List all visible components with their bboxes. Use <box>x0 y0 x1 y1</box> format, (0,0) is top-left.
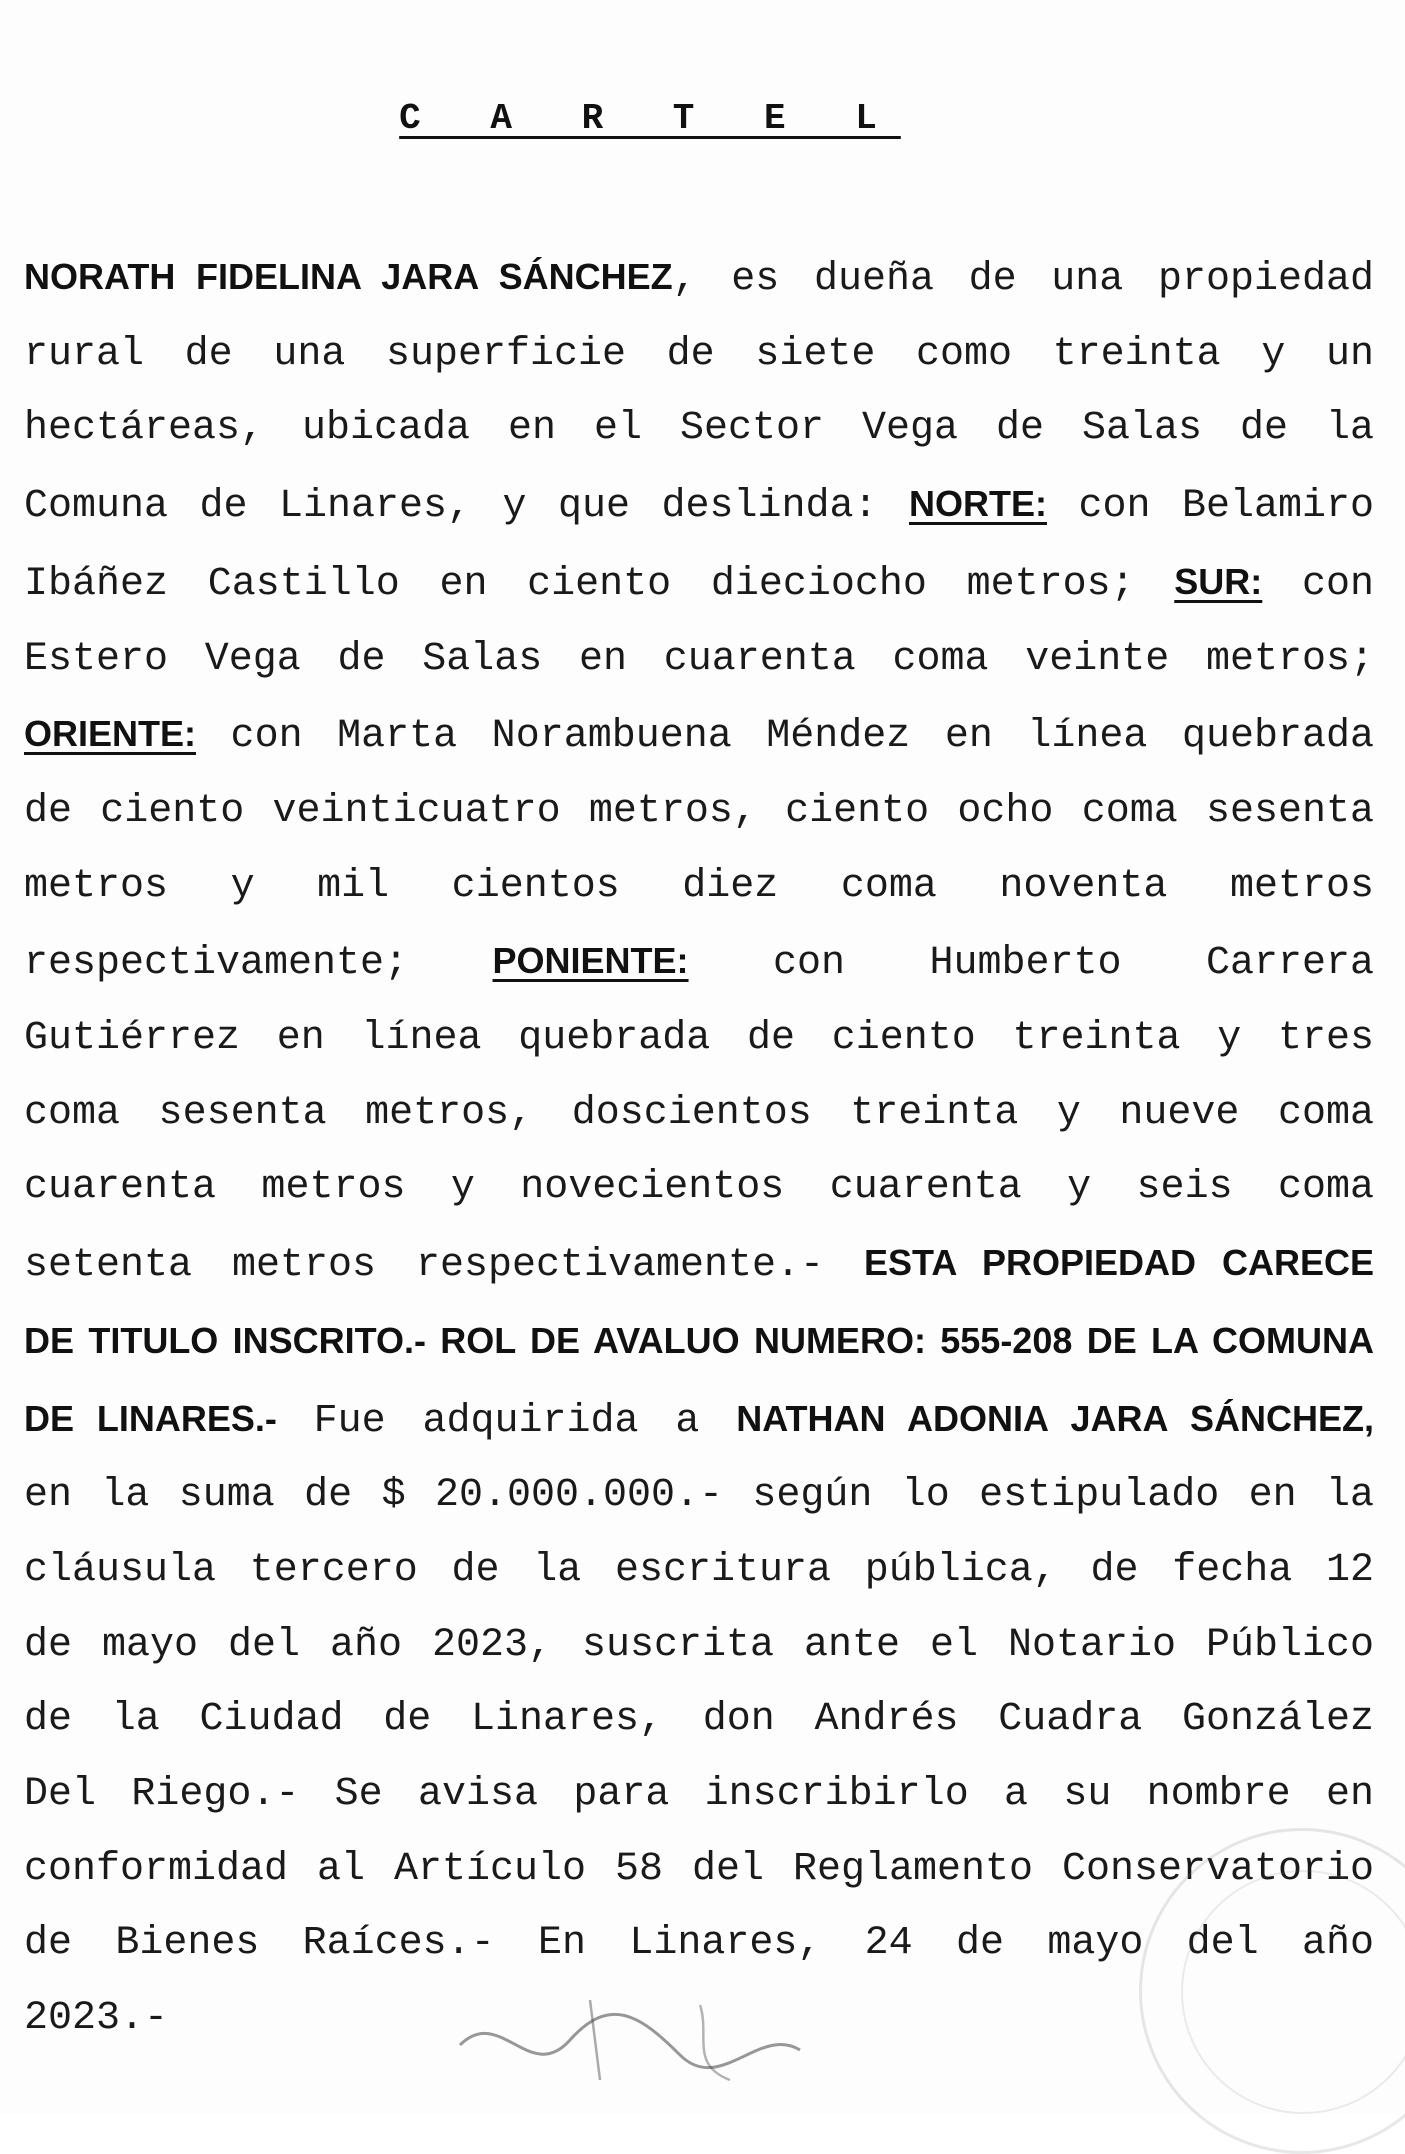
body-text-adquirida: Fue adquirida a <box>276 1398 737 1444</box>
label-norte: NORTE: <box>908 483 1047 525</box>
body-text-1: , es dueña de una propiedad rural de una superficie de siete como treinta y un hectáreas, ubicada en el Sector Vega de Salas de la Comuna de Linares, y que deslinda: <box>24 257 1374 530</box>
body-text-norte: con Belamiro Ibáñez Castillo en ciento dieciocho metros; <box>24 484 1374 607</box>
owner-name: NORATH FIDELINA JARA SÁNCHEZ <box>24 256 673 297</box>
document-title: C A R T E L <box>399 98 901 139</box>
body-text-sur: con Estero Vega de Salas en cuarenta coma veinte metros; <box>24 561 1374 682</box>
body-text-oriente: con Marta Norambuena Méndez en línea quebrada de ciento veinticuatro metros, ciento ocho coma sesenta metros y mil cientos diez coma noventa metros respectivamente; <box>24 714 1374 987</box>
bold-titulo-rol: ESTA PROPIEDAD CARECE DE TITULO INSCRITO.- ROL DE AVALUO NUMERO: 555-208 DE LA COMUNA DE LINARES.- <box>24 1242 1374 1439</box>
seller-name: NATHAN ADONIA JARA SÁNCHEZ, <box>736 1397 1374 1439</box>
document-body <box>24 240 1374 2057</box>
label-sur: SUR: <box>1174 560 1263 602</box>
label-poniente: PONIENTE: <box>492 940 689 982</box>
body-text-final: en la suma de $ 20.000.000.- según lo estipulado en la cláusula tercero de la escritura pública, de fecha 12 de mayo del año 2023, suscrita ante el Notario Público de la Ciudad de Linares, don Andrés Cuadra González Del Riego.- Se avisa para inscribirlo a su nombre en conformidad al Artículo 58 del Reglamento Conservatorio de Bienes Raíces.- En Linares, 24 de mayo del año 2023.- <box>24 1473 1374 2042</box>
body-text-poniente: con Humberto Carrera Gutiérrez en línea quebrada de ciento treinta y tres coma sesenta metros, doscientos treinta y nueve coma cuarenta metros y novecientos cuarenta y seis coma setenta metros respectivamente.- <box>24 941 1374 1289</box>
label-oriente: ORIENTE: <box>24 713 197 755</box>
signature-mark <box>440 1985 960 2095</box>
